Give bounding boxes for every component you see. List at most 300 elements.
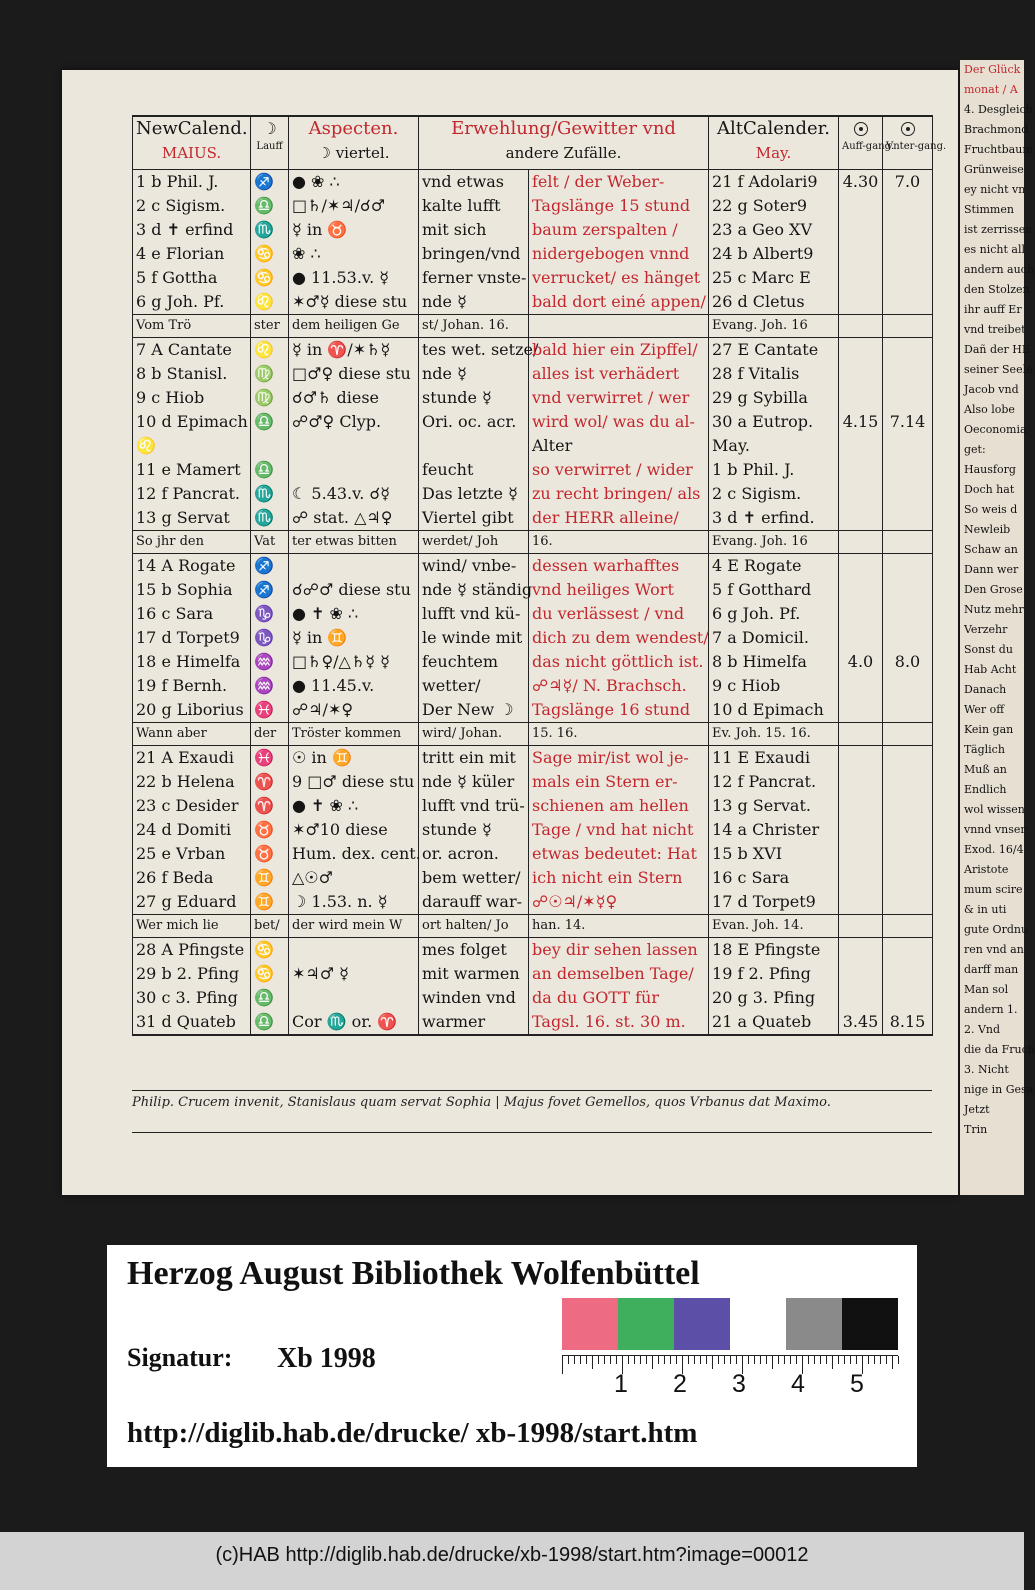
- sunset-cell: [883, 723, 933, 746]
- fragment-line: wol wissen: [964, 803, 1025, 816]
- ruler-tick: [844, 1356, 845, 1364]
- new-calendar-cell: 29 b 2. Pfing: [133, 962, 251, 986]
- moon-course-cell: ♐: [251, 554, 289, 579]
- aspect-cell: □♂♀ diese stu: [289, 362, 419, 386]
- note-cell: nidergebogen vnnd: [529, 242, 709, 266]
- fragment-line: So weis d: [964, 503, 1018, 516]
- note-cell: baum zerspalten /: [529, 218, 709, 242]
- ruler-tick: [826, 1356, 827, 1364]
- ruler-number: 3: [732, 1370, 746, 1398]
- sunset-cell: [883, 890, 933, 915]
- weather-cell: [419, 434, 529, 458]
- ruler-tick: [886, 1356, 887, 1364]
- sunset-cell: [883, 458, 933, 482]
- ruler-number: 1: [614, 1370, 628, 1398]
- fragment-line: Fruchtbaum: [964, 143, 1033, 156]
- sunrise-cell: [839, 482, 883, 506]
- ruler-tick: [898, 1356, 899, 1364]
- note-cell: der HERR alleine/: [529, 506, 709, 531]
- weather-cell: nde ☿ küler: [419, 770, 529, 794]
- moon-course-cell: ♌: [251, 290, 289, 315]
- calendar-row: [133, 818, 933, 842]
- moon-course-cell: ♊: [251, 890, 289, 915]
- fragment-line: den Stolzen: [964, 283, 1030, 296]
- weather-cell: mit sich: [419, 218, 529, 242]
- ruler-tick: [688, 1356, 689, 1364]
- image-caption: (c)HAB http://diglib.hab.de/drucke/xb-1998/start.htm?image=00012: [0, 1532, 1024, 1590]
- calendar-row: [133, 770, 933, 794]
- sunset-cell: [883, 434, 933, 458]
- ruler-tick: [766, 1356, 767, 1364]
- sunset-cell: [883, 794, 933, 818]
- moon-course-cell: ♋: [251, 938, 289, 963]
- aspect-cell: ● 11.53.v. ☿: [289, 266, 419, 290]
- old-calendar-cell: 26 d Cletus: [709, 290, 839, 315]
- ruler-tick: [784, 1356, 785, 1364]
- sunset-cell: [883, 482, 933, 506]
- moon-course-cell: ♐: [251, 170, 289, 195]
- aspect-cell: ☽ 1.53. n. ☿: [289, 890, 419, 915]
- old-calendar-cell: 14 a Christer: [709, 818, 839, 842]
- old-calendar-cell: 11 E Exaudi: [709, 746, 839, 771]
- old-calendar-cell: 24 b Albert9: [709, 242, 839, 266]
- fragment-line: monat / A: [964, 83, 1018, 96]
- sunset-cell: [883, 194, 933, 218]
- ruler-tick: [778, 1356, 779, 1364]
- moon-course-cell: ♏: [251, 482, 289, 506]
- new-calendar-cell: 2 c Sigism.: [133, 194, 251, 218]
- sunset-cell: [883, 866, 933, 890]
- ruler-tick: [670, 1356, 671, 1364]
- sun-icon: [854, 122, 868, 136]
- note-cell: wird wol/ was du al-: [529, 410, 709, 434]
- sunrise-cell: [839, 266, 883, 290]
- calendar-row: [133, 962, 933, 986]
- sunrise-cell: [839, 434, 883, 458]
- sunrise-cell: [839, 866, 883, 890]
- ruler-tick: [796, 1356, 797, 1364]
- ruler-tick: [832, 1356, 833, 1369]
- moon-course-cell: ♉: [251, 842, 289, 866]
- calendar-header-row: [133, 116, 933, 170]
- sunrise-cell: [839, 554, 883, 579]
- note-cell: vnd heiliges Wort: [529, 578, 709, 602]
- new-calendar-cell: 5 f Gottha: [133, 266, 251, 290]
- new-calendar-cell: 9 c Hiob: [133, 386, 251, 410]
- ruler-tick: [694, 1356, 695, 1364]
- ruler-tick: [598, 1356, 599, 1364]
- old-calendar-cell: 21 f Adolari9: [709, 170, 839, 195]
- moon-course-cell: ♒: [251, 650, 289, 674]
- new-calendar-cell: 14 A Rogate: [133, 554, 251, 579]
- calendar-row: [133, 170, 933, 195]
- sunset-cell: [883, 362, 933, 386]
- moon-course-cell: ♎: [251, 986, 289, 1010]
- new-calendar-cell: 11 e Mamert: [133, 458, 251, 482]
- fragment-line: Aristote: [964, 863, 1009, 876]
- ruler-tick: [700, 1356, 701, 1364]
- sunset-cell: [883, 770, 933, 794]
- old-calendar-cell: 27 E Cantate: [709, 338, 839, 363]
- ruler-tick: [874, 1356, 875, 1364]
- note-cell: Tage / vnd hat nicht: [529, 818, 709, 842]
- fragment-line: Der Glück: [964, 63, 1021, 76]
- sunset-cell: [883, 674, 933, 698]
- ruler-tick: [868, 1356, 869, 1364]
- calendar-row: [133, 266, 933, 290]
- note-cell: dich zu dem wendest/: [529, 626, 709, 650]
- calendar-row: [133, 218, 933, 242]
- calendar-row: [133, 458, 933, 482]
- sunrise-cell: [839, 578, 883, 602]
- weather-cell: wetter/: [419, 674, 529, 698]
- weather-cell: wird/ Johan.: [419, 723, 529, 746]
- moon-course-cell: Vat: [251, 531, 289, 554]
- aspect-cell: Tröster kommen: [289, 723, 419, 746]
- note-cell: Tagsl. 16. st. 30 m.: [529, 1010, 709, 1035]
- moon-course-cell: ♉: [251, 818, 289, 842]
- new-calendar-cell: 30 c 3. Pfing: [133, 986, 251, 1010]
- sunset-cell: [883, 626, 933, 650]
- weather-cell: werdet/ Joh: [419, 531, 529, 554]
- aspect-cell: ☿ in ♊: [289, 626, 419, 650]
- gospel-row: [133, 723, 933, 746]
- aspect-cell: [289, 458, 419, 482]
- ruler-tick: [730, 1356, 731, 1364]
- moon-course-cell: ♈: [251, 794, 289, 818]
- new-calendar-cell: 17 d Torpet9: [133, 626, 251, 650]
- moon-course-cell: ♊: [251, 866, 289, 890]
- note-cell: so verwirret / wider: [529, 458, 709, 482]
- old-calendar-cell: 18 E Pfingste: [709, 938, 839, 963]
- ruler-tick: [820, 1356, 821, 1364]
- fragment-line: 4. Desgleich: [964, 103, 1033, 116]
- fragment-line: Also lobe: [964, 403, 1015, 416]
- note-cell: Alter: [529, 434, 709, 458]
- moon-course-cell: ♒: [251, 674, 289, 698]
- new-calendar-cell: 1 b Phil. J.: [133, 170, 251, 195]
- old-calendar-cell: May.: [709, 434, 839, 458]
- note-cell: Tagslänge 15 stund: [529, 194, 709, 218]
- old-calendar-cell: 8 b Himelfa: [709, 650, 839, 674]
- old-calendar-cell: 30 a Eutrop.: [709, 410, 839, 434]
- calendar-row: [133, 1010, 933, 1035]
- fragment-line: Schaw an: [964, 543, 1018, 556]
- sunrise-cell: 4.15: [839, 410, 883, 434]
- calendar-row: [133, 506, 933, 531]
- aspect-cell: ✶♂☿ diese stu: [289, 290, 419, 315]
- calendar-row: [133, 554, 933, 579]
- note-cell: du verlässest / vnd: [529, 602, 709, 626]
- sunrise-cell: [839, 290, 883, 315]
- fragment-line: Man sol: [964, 983, 1009, 996]
- note-cell: alles ist verhädert: [529, 362, 709, 386]
- new-calendar-cell: 16 c Sara: [133, 602, 251, 626]
- old-calendar-cell: 9 c Hiob: [709, 674, 839, 698]
- sunset-cell: [883, 290, 933, 315]
- fragment-line: Newleib: [964, 523, 1011, 536]
- sunset-cell: [883, 554, 933, 579]
- calendar-row: [133, 674, 933, 698]
- new-calendar-header: NewCalend. MAIUS.: [133, 116, 251, 170]
- new-calendar-cell: 12 f Pancrat.: [133, 482, 251, 506]
- old-calendar-cell: 29 g Sybilla: [709, 386, 839, 410]
- new-calendar-cell: ♌: [133, 434, 251, 458]
- aspect-cell: ☍♂♀ Clyp.: [289, 410, 419, 434]
- weather-cell: mit warmen: [419, 962, 529, 986]
- fragment-line: Doch hat: [964, 483, 1015, 496]
- weather-cell: feucht: [419, 458, 529, 482]
- ruler-tick: [760, 1356, 761, 1364]
- weather-cell: darauff war-: [419, 890, 529, 915]
- aspect-cell: ● ❀ ∴: [289, 170, 419, 195]
- moon-course-cell: ♋: [251, 266, 289, 290]
- aspect-cell: [289, 938, 419, 963]
- old-calendar-cell: 28 f Vitalis: [709, 362, 839, 386]
- sunrise-cell: [839, 674, 883, 698]
- color-swatch: [730, 1298, 786, 1350]
- gospel-row: [133, 915, 933, 938]
- sunset-cell: [883, 938, 933, 963]
- fragment-line: Wer off: [964, 703, 1005, 716]
- sunrise-cell: [839, 698, 883, 723]
- aspect-cell: [289, 554, 419, 579]
- calendar-row: [133, 386, 933, 410]
- old-calendar-header: AltCalender. May.: [709, 116, 839, 170]
- sunset-cell: 7.0: [883, 170, 933, 195]
- sunrise-cell: [839, 890, 883, 915]
- fragment-line: Verzehr: [964, 623, 1008, 636]
- weather-cell: or. acron.: [419, 842, 529, 866]
- fragment-line: get:: [964, 443, 986, 456]
- old-calendar-cell: 4 E Rogate: [709, 554, 839, 579]
- note-cell: vnd verwirret / wer: [529, 386, 709, 410]
- aspects-header: Aspecten. ☽ viertel.: [289, 116, 419, 170]
- fragment-line: Sonst du: [964, 643, 1013, 656]
- election-header: Erwehlung/Gewitter vnd andere Zufälle.: [419, 116, 709, 170]
- note-cell: bald hier ein Zipffel/: [529, 338, 709, 363]
- moon-course-cell: [251, 434, 289, 458]
- fragment-line: andern 1.: [964, 1003, 1018, 1016]
- sunrise-cell: 3.45: [839, 1010, 883, 1035]
- aspect-cell: ❀ ∴: [289, 242, 419, 266]
- ruler-tick: [808, 1356, 809, 1364]
- footer-rule: [132, 1132, 932, 1133]
- sunset-cell: 8.15: [883, 1010, 933, 1035]
- old-calendar-cell: 2 c Sigism.: [709, 482, 839, 506]
- old-calendar-cell: 6 g Joh. Pf.: [709, 602, 839, 626]
- ruler-tick: [568, 1356, 569, 1364]
- sun-icon: [901, 122, 915, 136]
- weather-cell: wind/ vnbe-: [419, 554, 529, 579]
- sunrise-cell: [839, 986, 883, 1010]
- library-url[interactable]: http://diglib.hab.de/drucke/ xb-1998/start.htm: [127, 1417, 698, 1449]
- note-cell: han. 14.: [529, 915, 709, 938]
- scale-ruler: [562, 1355, 898, 1414]
- sunset-cell: [883, 698, 933, 723]
- sunrise-cell: 4.30: [839, 170, 883, 195]
- sunrise-cell: [839, 626, 883, 650]
- old-calendar-cell: 21 a Quateb: [709, 1010, 839, 1035]
- ruler-tick: [838, 1356, 839, 1364]
- gospel-row: [133, 315, 933, 338]
- fragment-line: Jacob vnd: [964, 383, 1019, 396]
- color-calibration-strip: [562, 1298, 898, 1350]
- note-cell: Sage mir/ist wol je-: [529, 746, 709, 771]
- color-swatch: [842, 1298, 898, 1350]
- sunrise-cell: [839, 915, 883, 938]
- moon-course-cell: der: [251, 723, 289, 746]
- sunrise-cell: [839, 315, 883, 338]
- fragment-line: Brachmond: [964, 123, 1029, 136]
- note-cell: schienen am hellen: [529, 794, 709, 818]
- fragment-line: vnnd vnser: [964, 823, 1026, 836]
- moon-course-header: ☽ Lauff: [251, 116, 289, 170]
- fragment-line: ren vnd an: [964, 943, 1024, 956]
- weather-cell: lufft vnd trü-: [419, 794, 529, 818]
- sunrise-cell: [839, 531, 883, 554]
- aspect-cell: ☌☍♂ diese stu: [289, 578, 419, 602]
- weather-cell: Viertel gibt: [419, 506, 529, 531]
- sunrise-cell: [839, 938, 883, 963]
- sunset-cell: 7.14: [883, 410, 933, 434]
- old-calendar-cell: 22 g Soter9: [709, 194, 839, 218]
- sunrise-cell: [839, 386, 883, 410]
- sunrise-cell: [839, 746, 883, 771]
- calendar-row: [133, 938, 933, 963]
- new-calendar-cell: 7 A Cantate: [133, 338, 251, 363]
- ruler-tick: [580, 1356, 581, 1364]
- calendar-row: [133, 578, 933, 602]
- calendar-row: [133, 746, 933, 771]
- sunset-cell: [883, 338, 933, 363]
- sunset-cell: [883, 506, 933, 531]
- moon-course-cell: ♎: [251, 410, 289, 434]
- ruler-tick: [748, 1356, 749, 1364]
- calendar-row: [133, 434, 933, 458]
- new-calendar-cell: 8 b Stanisl.: [133, 362, 251, 386]
- new-calendar-cell: 23 c Desider: [133, 794, 251, 818]
- moon-course-cell: ♑: [251, 626, 289, 650]
- new-calendar-cell: 19 f Bernh.: [133, 674, 251, 698]
- aspect-cell: Hum. dex. cent.: [289, 842, 419, 866]
- calendar-row: [133, 362, 933, 386]
- fragment-line: Trin: [964, 1123, 988, 1136]
- weather-cell: kalte lufft: [419, 194, 529, 218]
- fragment-line: darff man: [964, 963, 1019, 976]
- ruler-tick: [628, 1356, 629, 1364]
- sunrise-cell: [839, 818, 883, 842]
- aspect-cell: □♄/✶♃/☌♂: [289, 194, 419, 218]
- fragment-line: Jetzt: [964, 1103, 990, 1116]
- weather-cell: tritt ein mit: [419, 746, 529, 771]
- fragment-line: ihr auff Er: [964, 303, 1022, 316]
- aspect-cell: ter etwas bitten: [289, 531, 419, 554]
- ruler-tick: [664, 1356, 665, 1364]
- ruler-tick: [790, 1356, 791, 1364]
- sunset-cell: [883, 818, 933, 842]
- sunset-cell: [883, 842, 933, 866]
- weather-cell: ort halten/ Jo: [419, 915, 529, 938]
- signature-value: Xb 1998: [277, 1343, 376, 1374]
- note-cell: an demselben Tage/: [529, 962, 709, 986]
- new-calendar-cell: So jhr den: [133, 531, 251, 554]
- sunrise-cell: [839, 242, 883, 266]
- ruler-tick: [880, 1356, 881, 1364]
- moon-course-cell: ster: [251, 315, 289, 338]
- ruler-tick: [676, 1356, 677, 1364]
- calendar-row: [133, 842, 933, 866]
- ruler-tick: [646, 1356, 647, 1364]
- sunrise-cell: [839, 602, 883, 626]
- sunset-cell: [883, 218, 933, 242]
- note-cell: da du GOTT für: [529, 986, 709, 1010]
- sunset-header: Vnter-gang.: [883, 116, 933, 170]
- ruler-tick: [712, 1356, 713, 1369]
- old-calendar-cell: 10 d Epimach: [709, 698, 839, 723]
- sunrise-cell: [839, 338, 883, 363]
- ruler-tick: [592, 1356, 593, 1369]
- weather-cell: st/ Johan. 16.: [419, 315, 529, 338]
- aspect-cell: dem heiligen Ge: [289, 315, 419, 338]
- new-calendar-cell: 3 d ✝ erfind: [133, 218, 251, 242]
- note-cell: [529, 315, 709, 338]
- old-calendar-cell: 12 f Pancrat.: [709, 770, 839, 794]
- fragment-line: Stimmen: [964, 203, 1014, 216]
- old-calendar-cell: Evang. Joh. 16: [709, 315, 839, 338]
- sunset-cell: [883, 531, 933, 554]
- fragment-line: Endlich: [964, 783, 1007, 796]
- new-calendar-cell: 21 A Exaudi: [133, 746, 251, 771]
- ruler-tick: [892, 1356, 893, 1369]
- old-calendar-cell: 19 f 2. Pfing: [709, 962, 839, 986]
- fragment-line: die da Fruch: [964, 1043, 1035, 1056]
- weather-cell: nde ☿: [419, 362, 529, 386]
- moon-course-cell: ♎: [251, 1010, 289, 1035]
- weather-cell: le winde mit: [419, 626, 529, 650]
- calendar-row: [133, 290, 933, 315]
- sunrise-cell: [839, 506, 883, 531]
- calendar-row: [133, 866, 933, 890]
- new-calendar-cell: 6 g Joh. Pf.: [133, 290, 251, 315]
- sunrise-header: Auff-gang.: [839, 116, 883, 170]
- ruler-tick: [616, 1356, 617, 1364]
- sunrise-cell: 4.0: [839, 650, 883, 674]
- aspect-cell: 9 □♂ diese stu: [289, 770, 419, 794]
- sunset-cell: [883, 986, 933, 1010]
- moon-course-cell: ♎: [251, 458, 289, 482]
- aspect-cell: [289, 986, 419, 1010]
- sunrise-cell: [839, 842, 883, 866]
- color-swatch: [618, 1298, 674, 1350]
- moon-course-cell: ♑: [251, 602, 289, 626]
- weather-cell: tes wet. setze/: [419, 338, 529, 363]
- ruler-number: 2: [673, 1370, 687, 1398]
- aspect-cell: ☌♂♄ diese: [289, 386, 419, 410]
- sunrise-cell: [839, 458, 883, 482]
- weather-cell: Das letzte ☿: [419, 482, 529, 506]
- ruler-tick: [856, 1356, 857, 1364]
- new-calendar-cell: Wer mich lie: [133, 915, 251, 938]
- sunset-cell: 8.0: [883, 650, 933, 674]
- aspect-cell: ✶♃♂ ☿: [289, 962, 419, 986]
- fragment-line: es nicht all: [964, 243, 1026, 256]
- aspect-cell: ☿ in ♈/✶♄☿: [289, 338, 419, 363]
- fragment-line: Täglich: [964, 743, 1005, 756]
- signature-label: Signatur:: [127, 1343, 233, 1372]
- calendar-row: [133, 650, 933, 674]
- footer-verse: Philip. Crucem invenit, Stanislaus quam servat Sophia | Majus fovet Gemellos, quos Vrbanus dat Maximo.: [132, 1090, 932, 1110]
